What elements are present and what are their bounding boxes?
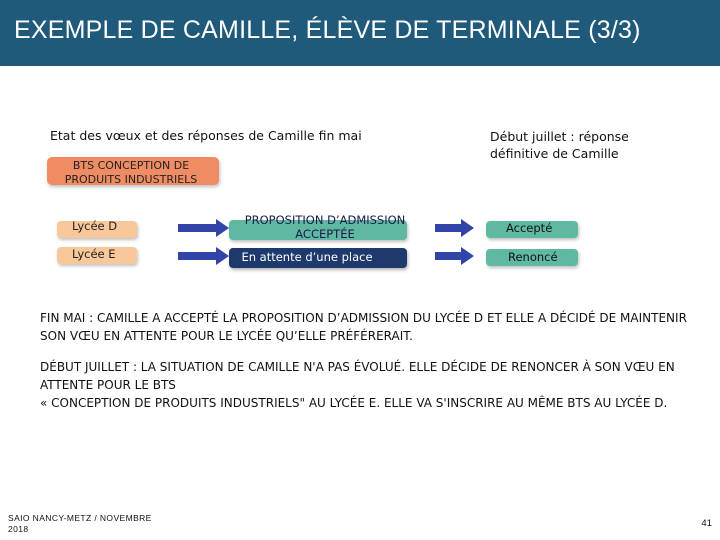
slide-header [0, 0, 720, 66]
state-label: Etat des vœux et des réponses de Camille fin mai [50, 128, 362, 143]
final-accepted-label: Accepté [506, 221, 553, 235]
waiting-label: En attente d’une place [241, 250, 373, 264]
slide-title: EXEMPLE DE CAMILLE, ÉLÈVE DE TERMINALE (3/3) [14, 16, 641, 44]
footer-source [8, 513, 152, 535]
paragraph-line: FIN MAI : CAMILLE A ACCEPTÉ LA PROPOSITION D’ADMISSION DU LYCÉE D ET ELLE A DÉCIDÉ DE MAINTENIR [40, 311, 687, 325]
footer-line: 2018 [8, 524, 29, 534]
lycee-d-label: Lycée D [72, 220, 118, 233]
paragraph-early-july [40, 358, 675, 412]
footer-line: SAIO NANCY-METZ / NOVEMBRE [8, 513, 152, 523]
july-label: Début juillet : réponse définitive de Camille [490, 129, 629, 161]
arrow-right-icon [435, 218, 475, 238]
arrow-right-icon [178, 218, 230, 238]
accepted-label: PROPOSITION D’ADMISSION ACCEPTÉE [244, 213, 406, 241]
paragraph-line: SON VŒU EN ATTENTE POUR LE LYCÉE QU’ELLE PRÉFÉRERAIT. [40, 329, 413, 343]
arrow-right-icon [178, 246, 230, 266]
final-renounced-label: Renoncé [508, 250, 558, 264]
bts-label: BTS CONCEPTION DE PRODUITS INDUSTRIELS [64, 159, 198, 186]
lycee-e-label: Lycée E [72, 248, 116, 261]
arrow-right-icon [435, 246, 475, 266]
paragraph-end-may [40, 309, 687, 345]
paragraph-line: ATTENTE POUR LE BTS [40, 378, 176, 392]
page-number: 41 [701, 518, 712, 529]
paragraph-line: « CONCEPTION DE PRODUITS INDUSTRIELS" AU LYCÉE E. ELLE VA S'INSCRIRE AU MÊME BTS AU LYCÉE D. [40, 396, 668, 410]
paragraph-line: DÉBUT JUILLET : LA SITUATION DE CAMILLE N'A PAS ÉVOLUÉ. ELLE DÉCIDE DE RENONCER À SON VŒU EN [40, 360, 675, 374]
